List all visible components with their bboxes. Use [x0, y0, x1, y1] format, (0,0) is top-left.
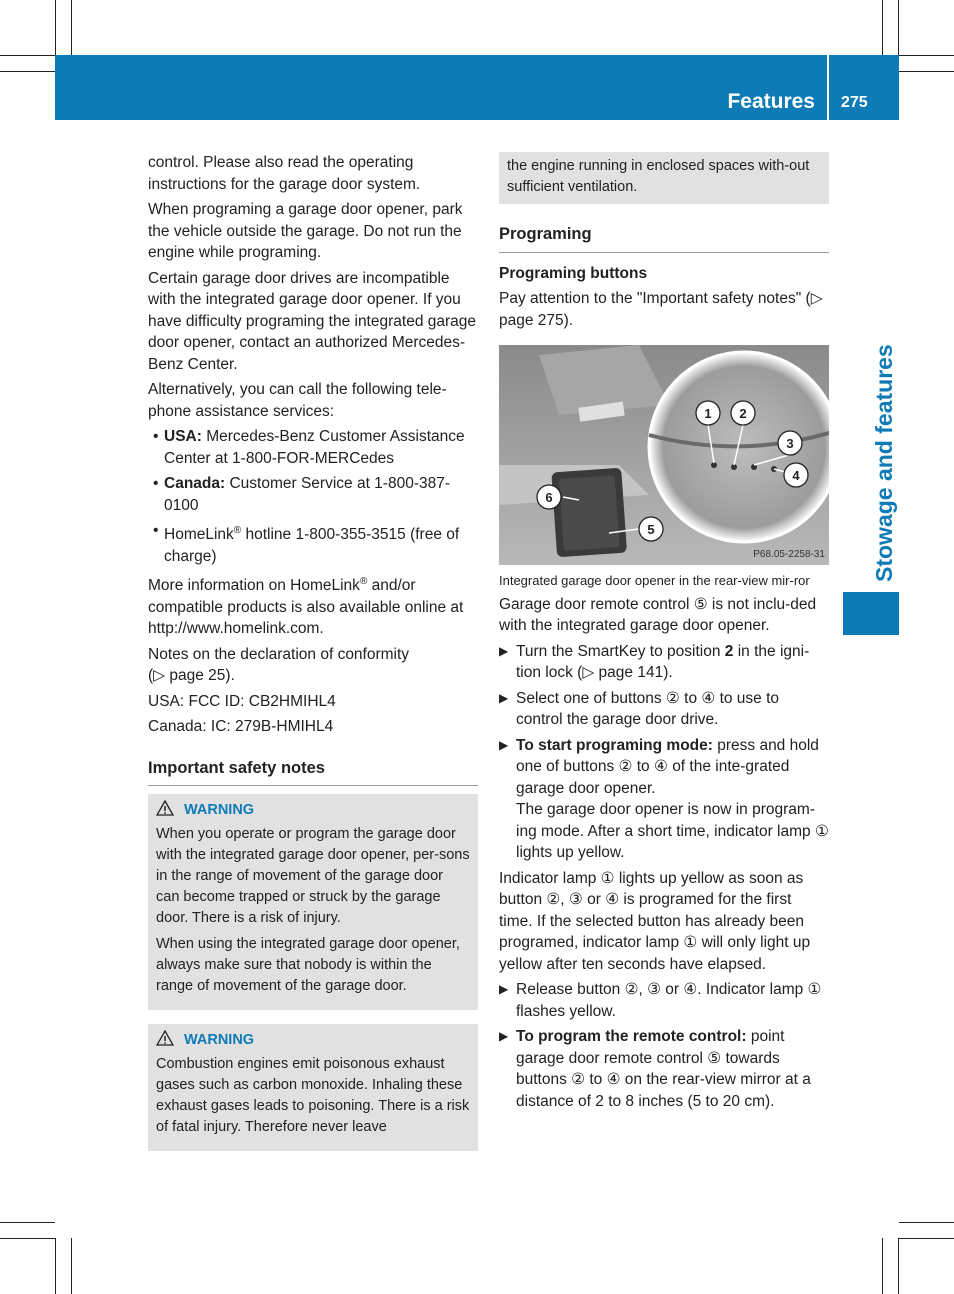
instruction-step — [499, 641, 829, 684]
header-divider — [827, 55, 829, 120]
list-item — [148, 473, 478, 516]
step-arrow-icon: ▶ — [499, 643, 509, 658]
svg-text:4: 4 — [792, 468, 800, 483]
step-label: To program the remote control: — [516, 1028, 747, 1045]
warning-text: When using the integrated garage door opener, always make sure that nobody is within the range of movement of the garage door. — [156, 936, 460, 995]
figure-callout — [784, 463, 808, 487]
svg-text:3: 3 — [786, 436, 794, 451]
crop-mark — [898, 0, 899, 55]
warning-box — [148, 794, 478, 1010]
paragraph — [148, 644, 478, 687]
crop-mark — [898, 1238, 899, 1294]
figure-callout — [537, 485, 561, 509]
figure-callout — [696, 401, 720, 425]
section-heading: Programing — [499, 224, 829, 253]
bullet-text: hotline 1-800-355-3515 (free of charge) — [164, 526, 460, 565]
figure-callout — [731, 401, 755, 425]
instruction-step — [499, 1026, 829, 1112]
paragraph: Certain garage door drives are incompatible with the integrated garage door opener. If you have difficulty programing the integrated garage door opener, contact an authorized Mercedes-Benz Center. — [148, 269, 477, 373]
crop-mark — [0, 71, 55, 72]
paragraph: Alternatively, you can call the following tele-phone assistance services: — [148, 381, 447, 420]
warning-triangle-icon — [156, 800, 174, 816]
step-emphasis: 2 — [724, 642, 734, 660]
crop-mark — [899, 1238, 954, 1239]
list-item — [148, 520, 478, 567]
svg-text:2: 2 — [739, 406, 747, 421]
warning-continuation-box — [499, 152, 829, 204]
registered-mark-icon: ® — [359, 576, 368, 588]
text: Notes on the declaration of conformity — [148, 645, 410, 663]
step-arrow-icon: ▶ — [499, 737, 509, 752]
crop-mark — [0, 55, 55, 56]
text: More information on HomeLink — [148, 577, 360, 595]
crop-mark — [899, 71, 954, 72]
text: and/or compatible products is also available online at http://www.homelink.com. — [148, 577, 464, 638]
step-text: point garage door remote control ⑤ towards buttons ② to ④ on the rear-view mirror at a distance of 2 to 8 inches (5 to 20 cm). — [516, 1028, 811, 1110]
subsection-heading: Programing buttons — [499, 264, 648, 282]
step-text: press and hold one of buttons ② to ④ of the inte-grated garage door opener. — [516, 736, 819, 797]
chapter-side-title: Stowage and features — [871, 344, 897, 582]
bullet-label: Canada: — [164, 475, 226, 492]
bullet-icon: • — [153, 522, 159, 539]
paragraph: Garage door remote control ⑤ is not inclu-ded with the integrated garage door opener. — [499, 595, 817, 634]
step-text: in the igni-tion lock (▷ page 141). — [516, 642, 810, 681]
figure-code: P68.05-2258-31 — [753, 549, 825, 560]
svg-text:5: 5 — [647, 522, 655, 537]
page-reference: (▷ page 25). — [148, 667, 235, 685]
paragraph: When programing a garage door opener, park the vehicle outside the garage. Do not run the engine while programing. — [148, 201, 463, 261]
section-heading: Important safety notes — [148, 758, 478, 787]
crop-mark — [71, 0, 72, 55]
step-arrow-icon: ▶ — [499, 1029, 509, 1043]
paragraph: control. Please also read the operating instructions for the garage door system. — [148, 154, 421, 193]
warning-title — [156, 1030, 470, 1051]
bullet-icon: • — [153, 428, 159, 445]
figure-callout — [778, 431, 802, 455]
svg-text:6: 6 — [545, 490, 553, 505]
paragraph — [148, 571, 478, 640]
instruction-step — [499, 735, 829, 864]
warning-box — [148, 1024, 478, 1151]
crop-mark — [882, 1238, 883, 1294]
step-text: Release button ②, ③ or ④. Indicator lamp ① flashes yellow. — [516, 981, 822, 1020]
step-text: Select one of buttons ② to ④ to use to control the garage door drive. — [516, 689, 780, 728]
registered-mark-icon: ® — [233, 525, 242, 536]
warning-title — [156, 800, 470, 821]
warning-text: When you operate or program the garage door with the integrated garage door opener, per-sons in the range of movement of the garage door can become trapped or struck by the garage door. There is a risk of injury. — [156, 826, 470, 927]
instruction-step — [499, 688, 829, 731]
mirror-garage-opener-figure — [499, 345, 829, 565]
warning-label: WARNING — [184, 802, 255, 819]
right-column — [499, 152, 829, 1116]
bullet-text: Customer Service at 1-800-387-0100 — [164, 475, 451, 514]
section-title: Features — [727, 90, 815, 113]
paragraph: Canada: IC: 279B-HMIHL4 — [148, 718, 334, 736]
crop-mark — [899, 1222, 954, 1223]
list-item — [148, 426, 478, 469]
step-arrow-icon: ▶ — [499, 690, 509, 705]
step-label: To start programing mode: — [516, 736, 713, 754]
warning-text: the engine running in enclosed spaces with-out sufficient ventilation. — [507, 158, 810, 195]
figure-callout — [639, 517, 663, 541]
crop-mark — [71, 1238, 72, 1294]
warning-label: WARNING — [184, 1032, 255, 1049]
paragraph: USA: FCC ID: CB2HMIHL4 — [148, 692, 336, 710]
left-column — [148, 152, 478, 1151]
crop-mark — [55, 0, 56, 55]
chapter-side-tab — [843, 592, 899, 635]
crop-mark — [882, 0, 883, 55]
figure-caption: Integrated garage door opener in the rear-view mir-ror — [499, 572, 810, 588]
step-text: Turn the SmartKey to position — [516, 642, 721, 660]
instruction-step — [499, 979, 829, 1022]
step-arrow-icon: ▶ — [499, 982, 509, 996]
crop-mark — [0, 1222, 55, 1223]
crop-mark — [899, 55, 954, 56]
bullet-text: HomeLink — [164, 526, 234, 544]
paragraph: Pay attention to the "Important safety notes" (▷ page 275). — [499, 290, 823, 329]
page-number: 275 — [841, 94, 868, 111]
bullet-label: USA: — [164, 428, 202, 445]
page-header — [55, 55, 899, 120]
warning-text: Combustion engines emit poisonous exhaust gases such as carbon monoxide. Inhaling these exhaust gases leads to poisoning. There is a risk of fatal injury. Therefore never leave — [156, 1056, 470, 1136]
step-result: The garage door opener is now in program-ing mode. After a short time, indicator lamp ① lights up yellow. — [516, 801, 829, 861]
bullet-icon: • — [153, 475, 159, 492]
step-note: Indicator lamp ① lights up yellow as soon as button ②, ③ or ④ is programed for the first time. If the selected button has already been programed, indicator lamp ① will only light up yellow after ten seconds have elapsed. — [499, 869, 811, 973]
warning-triangle-icon — [156, 1030, 174, 1046]
crop-mark — [0, 1238, 55, 1239]
bullet-text: Mercedes-Benz Customer Assistance Center at 1-800-FOR-MERCedes — [164, 428, 465, 467]
crop-mark — [55, 1238, 56, 1294]
svg-text:1: 1 — [704, 406, 712, 421]
